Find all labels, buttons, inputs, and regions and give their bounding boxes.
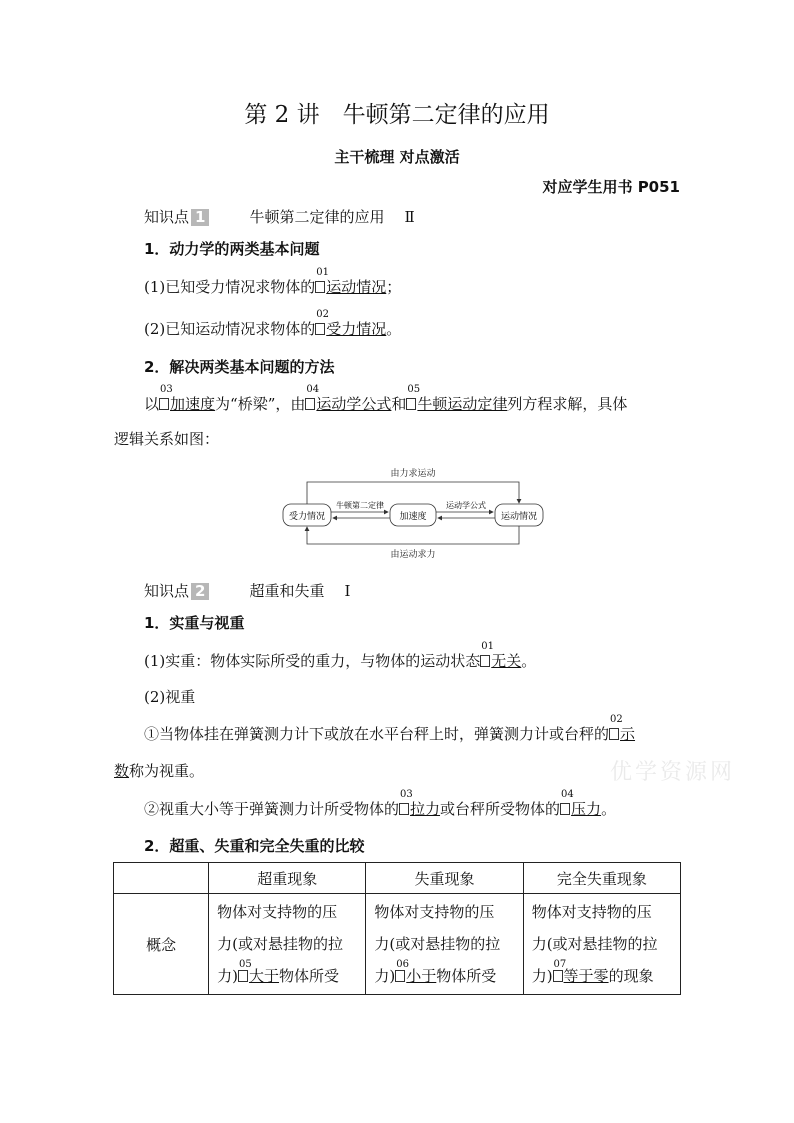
page-title: 第 2 讲 牛顿第二定律的应用 <box>244 102 550 128</box>
answer-07: 等于零 <box>563 967 609 985</box>
kp-level: Ⅱ <box>404 208 415 226</box>
kp-number-badge: 2 <box>191 583 209 600</box>
knowledge-point-1 <box>144 206 415 227</box>
table-cell: 物体对支持物的压 力(或对悬挂物的拉 力) 05 大于物体所受 <box>209 894 366 995</box>
line-apparent-equal: ②视重大小等于弹簧测力计所受物体的 03 拉力或台秤所受物体的 04 压力。 <box>144 789 617 818</box>
blank-box-icon <box>315 281 325 293</box>
blank-03: 03 <box>159 395 170 413</box>
table-header-row <box>114 863 681 894</box>
blank-05: 05 <box>406 395 417 413</box>
answer-04: 运动学公式 <box>316 395 392 413</box>
line-real-weight: (1)实重：物体实际所受的重力，与物体的运动状态 01 无关。 <box>144 641 537 670</box>
blank-box-icon <box>305 398 315 410</box>
book-reference: 对应学生用书 P051 <box>542 178 680 196</box>
blank-02: 02 <box>315 320 326 338</box>
box-motion-label: 运动情况 <box>500 512 538 522</box>
method-line-2: 逻辑关系如图： <box>114 430 220 448</box>
answer-s3-02b: 数 <box>114 762 130 780</box>
table-header-cell: 完全失重现象 <box>523 863 680 894</box>
kp-label: 知识点 <box>144 208 190 226</box>
line-apparent-def-1: ①当物体挂在弹簧测力计下或放在水平台秤上时，弹簧测力计或台秤的 02 示 <box>144 714 636 743</box>
section-subtitle: 主干梳理 对点激活 <box>334 148 460 166</box>
blank-box-icon <box>480 655 490 667</box>
blank-07: 07 <box>553 960 564 992</box>
answer-05: 牛顿运动定律 <box>417 395 508 413</box>
answer-01: 运动情况 <box>326 278 387 296</box>
blank-s3-01: 01 <box>480 652 491 670</box>
line-apparent-def-2: 数称为视重。 <box>114 762 205 780</box>
answer-s3-01: 无关 <box>491 652 522 670</box>
answer-02: 受力情况 <box>326 320 387 338</box>
kp-level: Ⅰ <box>344 582 351 600</box>
logic-diagram <box>282 462 544 562</box>
arrow-motion-to-force <box>307 525 519 544</box>
table-cell: 物体对支持物的压 力(或对悬挂物的拉 力) 06 小于物体所受 <box>366 894 523 995</box>
answer-s3-03: 拉力 <box>410 800 441 818</box>
answer-06: 小于 <box>406 967 437 985</box>
table-header-cell: 超重现象 <box>209 863 366 894</box>
table-header-cell: 失重现象 <box>366 863 523 894</box>
blank-s3-04: 04 <box>560 800 571 818</box>
heading-method: 2．解决两类基本问题的方法 <box>144 358 335 376</box>
diagram-bottom-label: 由运动求力 <box>390 550 436 560</box>
knowledge-point-2 <box>144 580 350 601</box>
box-acceleration-label: 加速度 <box>399 512 427 522</box>
line-apparent-weight: (2)视重 <box>144 688 196 706</box>
blank-06: 06 <box>395 960 406 992</box>
heading-dynamics-problems: 1．动力学的两类基本问题 <box>144 240 320 258</box>
label-kinematics: 运动学公式 <box>446 501 486 510</box>
comparison-table <box>113 862 681 995</box>
blank-box-icon <box>560 803 570 815</box>
blank-01: 01 <box>315 278 326 296</box>
table-row <box>114 894 681 995</box>
heading-comparison: 2．超重、失重和完全失重的比较 <box>144 837 365 855</box>
method-line-1: 以 03 加速度为“桥梁”，由 04 运动学公式和 05 牛顿运动定律列方程求解，具体 <box>144 384 628 413</box>
watermark: 优学资源网 <box>610 760 736 785</box>
label-newton-second-law: 牛顿第二定律 <box>336 501 384 510</box>
blank-box-icon <box>315 323 325 335</box>
answer-05: 大于 <box>249 967 280 985</box>
answer-s3-04: 压力 <box>571 800 602 818</box>
kp-topic: 牛顿第二定律的应用 <box>249 208 385 226</box>
kp-label: 知识点 <box>144 582 190 600</box>
table-header-cell <box>114 863 209 894</box>
blank-04: 04 <box>305 395 316 413</box>
blank-box-icon <box>399 803 409 815</box>
diagram-top-label: 由力求运动 <box>390 469 436 479</box>
row-label: 概念 <box>114 894 209 995</box>
box-force-label: 受力情况 <box>288 512 326 522</box>
answer-03: 加速度 <box>170 395 216 413</box>
kp-topic: 超重和失重 <box>249 582 325 600</box>
kp-number-badge: 1 <box>191 209 209 226</box>
table-cell: 物体对支持物的压 力(或对悬挂物的拉 力) 07 等于零的现象 <box>523 894 680 995</box>
blank-box-icon <box>609 728 619 740</box>
blank-05: 05 <box>238 960 249 992</box>
blank-s3-03: 03 <box>399 800 410 818</box>
blank-s3-02: 02 <box>609 725 620 743</box>
blank-box-icon <box>406 398 416 410</box>
answer-s3-02a: 示 <box>620 725 636 743</box>
heading-real-apparent-weight: 1．实重与视重 <box>144 614 245 632</box>
line-known-motion: (2)已知运动情况求物体的 02 受力情况。 <box>144 309 402 338</box>
line-known-force: (1)已知受力情况求物体的 01 运动情况； <box>144 267 402 296</box>
blank-box-icon <box>159 398 169 410</box>
